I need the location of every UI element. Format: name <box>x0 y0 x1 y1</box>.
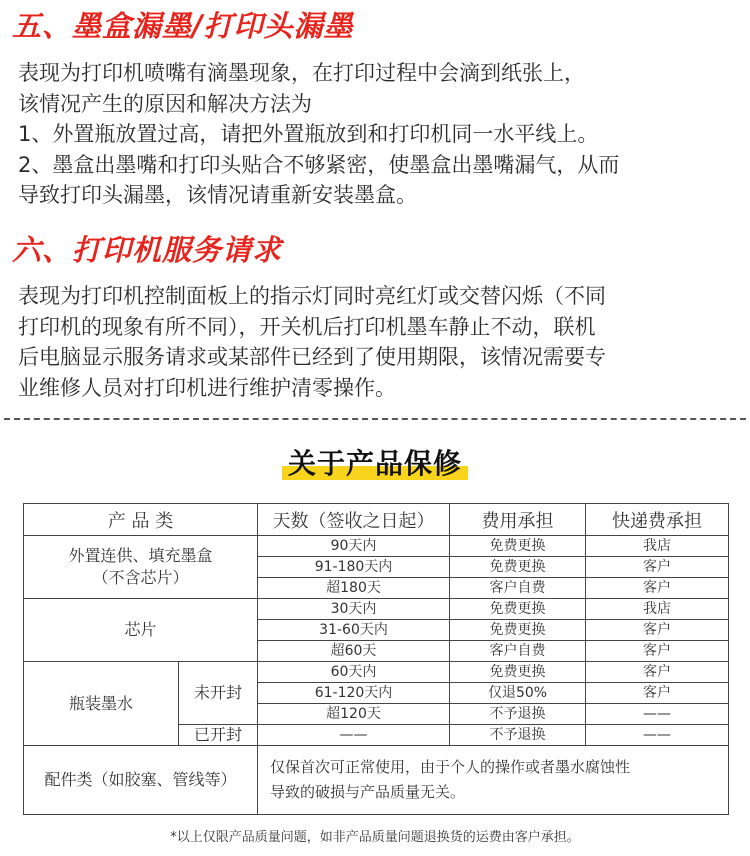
category-chip: 芯片 <box>24 599 258 662</box>
section-5-title: 五、墨盒漏墨/打印头漏墨 <box>12 9 354 43</box>
table-row <box>24 746 729 815</box>
section-5-line: 2、墨盒出墨嘴和打印头贴合不够紧密，使墨盒出墨嘴漏气，从而 <box>18 152 620 177</box>
table-header-row <box>24 504 729 536</box>
section-6-line: 后电脑显示服务请求或某部件已经到了使用期限，该情况需要专 <box>18 345 606 369</box>
accessories-note: 仅保首次可正常使用，由于个人的操作或者墨水腐蚀性 导致的破损与产品质量无关。 <box>258 746 729 815</box>
category-accessories: 配件类（如胶塞、管线等） <box>24 746 258 815</box>
table-row <box>24 662 729 683</box>
cost-cell: 免费更换 <box>450 536 586 557</box>
cost-cell: 客户自费 <box>450 578 586 599</box>
days-cell: 超120天 <box>258 704 450 725</box>
shipping-cell: 客户 <box>586 578 729 599</box>
category-bottled-ink: 瓶装墨水 <box>24 662 179 746</box>
days-cell: 61-120天内 <box>258 683 450 704</box>
subcategory-unopened: 未开封 <box>179 662 258 725</box>
warranty-heading <box>0 442 750 482</box>
footnote: *以上仅限产品质量问题，如非产品质量问题退换货的运费由客户承担。 <box>170 830 580 845</box>
section-6-body <box>18 281 748 403</box>
shipping-cell: —— <box>586 704 729 725</box>
cost-cell: 免费更换 <box>450 599 586 620</box>
dashed-divider <box>4 418 746 420</box>
warranty-title: 关于产品保修 <box>287 447 462 480</box>
days-cell: 91-180天内 <box>258 557 450 578</box>
days-cell: 30天内 <box>258 599 450 620</box>
subcategory-opened: 已开封 <box>179 725 258 746</box>
header-product-category: 产 品 类 <box>24 504 258 536</box>
shipping-cell: —— <box>586 725 729 746</box>
section-5-line: 该情况产生的原因和解决方法为 <box>18 91 312 116</box>
section-6-line: 表现为打印机控制面板上的指示灯同时亮红灯或交替闪烁（不同 <box>18 284 606 308</box>
days-cell: 60天内 <box>258 662 450 683</box>
header-days: 天数（签收之日起） <box>258 504 450 536</box>
cost-cell: 免费更换 <box>450 620 586 641</box>
shipping-cell: 客户 <box>586 662 729 683</box>
section-6-title: 六、打印机服务请求 <box>12 233 283 267</box>
cost-cell: 仅退50% <box>450 683 586 704</box>
shipping-cell: 我店 <box>586 599 729 620</box>
shipping-cell: 客户 <box>586 620 729 641</box>
warranty-table <box>23 503 729 815</box>
days-cell: 31-60天内 <box>258 620 450 641</box>
shipping-cell: 客户 <box>586 557 729 578</box>
cost-cell: 不予退换 <box>450 704 586 725</box>
category-external-supply: 外置连供、填充墨盒 （不含芯片） <box>24 536 258 599</box>
cost-cell: 不予退换 <box>450 725 586 746</box>
days-cell: 超60天 <box>258 641 450 662</box>
days-cell: 90天内 <box>258 536 450 557</box>
section-6-line: 业维修人员对打印机进行维护清零操作。 <box>18 375 396 400</box>
shipping-cell: 我店 <box>586 536 729 557</box>
header-cost: 费用承担 <box>450 504 586 536</box>
section-5-body <box>18 58 748 211</box>
header-shipping: 快递费承担 <box>586 504 729 536</box>
table-row <box>24 599 729 620</box>
cost-cell: 免费更换 <box>450 557 586 578</box>
table-row <box>24 536 729 557</box>
days-cell: 超180天 <box>258 578 450 599</box>
cost-cell: 客户自费 <box>450 641 586 662</box>
cost-cell: 免费更换 <box>450 662 586 683</box>
shipping-cell: 客户 <box>586 683 729 704</box>
section-5-line: 1、外置瓶放置过高，请把外置瓶放到和打印机同一水平线上。 <box>18 122 599 146</box>
section-5-line: 导致打印头漏墨，该情况请重新安装墨盒。 <box>18 183 417 207</box>
days-cell: —— <box>258 725 450 746</box>
section-6-line: 打印机的现象有所不同），开关机后打印机墨车静止不动，联机 <box>18 314 596 339</box>
section-5-line: 表现为打印机喷嘴有滴墨现象，在打印过程中会滴到纸张上， <box>18 61 585 85</box>
shipping-cell: 客户 <box>586 641 729 662</box>
